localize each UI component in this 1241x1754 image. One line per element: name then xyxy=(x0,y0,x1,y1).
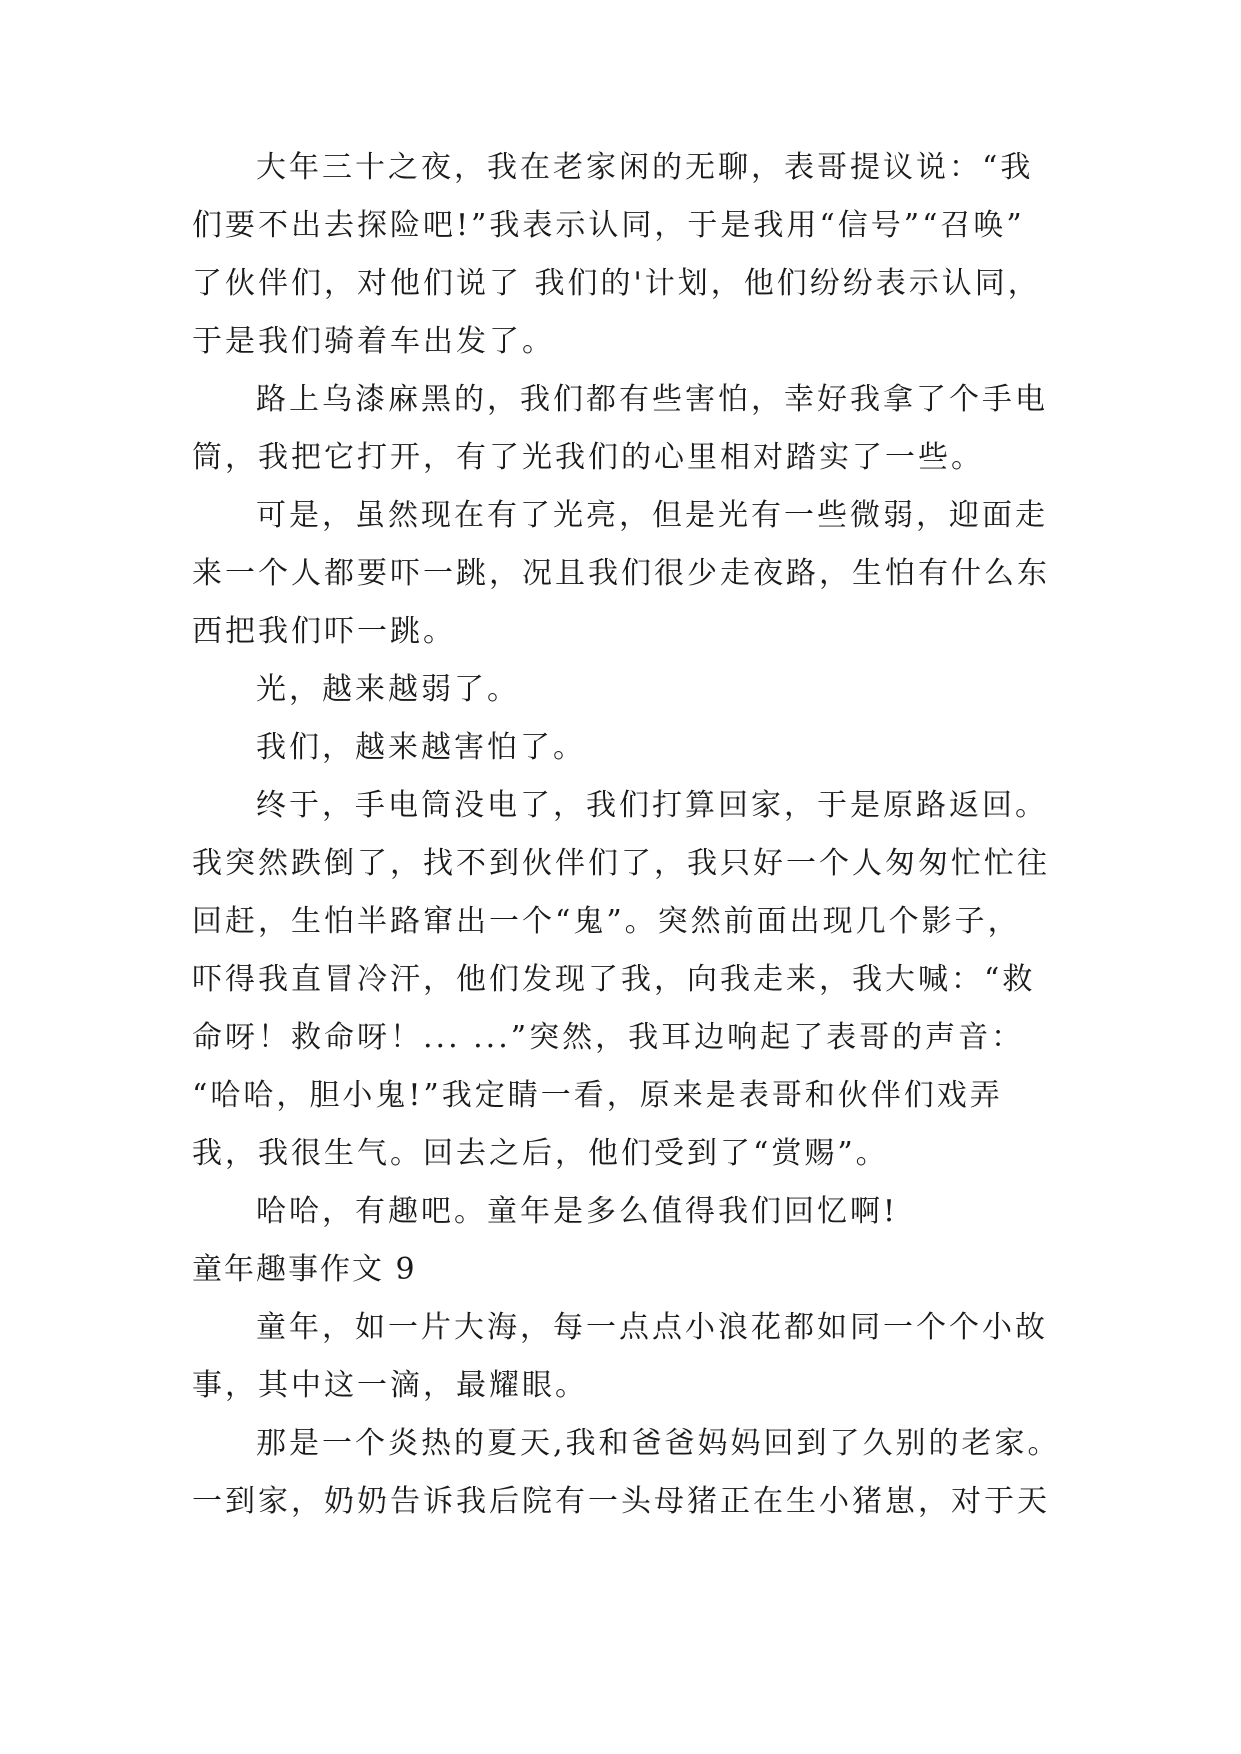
text-line: 哈哈，有趣吧。童年是多么值得我们回忆啊! xyxy=(256,1194,899,1229)
text-line: 大年三十之夜，我在老家闲的无聊，表哥提议说：“我 xyxy=(256,150,1034,185)
text-line: 事，其中这一滴，最耀眼。 xyxy=(192,1368,588,1403)
text-line: 那是一个炎热的夏天,我和爸爸妈妈回到了久别的老家。 xyxy=(256,1426,1061,1461)
text-line: 我突然跌倒了，找不到伙伴们了，我只好一个人匆匆忙忙往 xyxy=(192,846,1050,881)
text-line: 可是，虽然现在有了光亮，但是光有一些微弱，迎面走 xyxy=(256,498,1048,533)
text-line: 了伙伴们，对他们说了 我们的'计划，他们纷纷表示认同， xyxy=(192,266,1041,301)
text-line: 于是我们骑着车出发了。 xyxy=(192,324,555,359)
text-line: 西把我们吓一跳。 xyxy=(192,614,456,649)
text-line: 们要不出去探险吧!”我表示认同，于是我用“信号”“召唤” xyxy=(192,208,1025,243)
text-line: 光，越来越弱了。 xyxy=(256,672,520,707)
text-line: 回赶，生怕半路窜出一个“鬼”。突然前面出现几个影子， xyxy=(192,904,1021,939)
text-line: 吓得我直冒冷汗，他们发现了我，向我走来，我大喊：“救 xyxy=(192,962,1036,997)
text-line: 来一个人都要吓一跳，况且我们很少走夜路，生怕有什么东 xyxy=(192,556,1050,591)
text-line: 命呀！救命呀！... ...”突然，我耳边响起了表哥的声音： xyxy=(192,1020,1025,1055)
text-line: 我们，越来越害怕了。 xyxy=(256,730,586,765)
text-line: 终于，手电筒没电了，我们打算回家，于是原路返回。 xyxy=(256,788,1048,823)
text-line: 我，我很生气。回去之后，他们受到了“赏赐”。 xyxy=(192,1136,889,1171)
section-heading: 童年趣事作文 9 xyxy=(192,1252,417,1287)
text-line: 童年，如一片大海，每一点点小浪花都如同一个个小故 xyxy=(256,1310,1048,1345)
text-line: “哈哈，胆小鬼!”我定睛一看，原来是表哥和伙伴们戏弄 xyxy=(192,1078,1003,1113)
text-line: 筒，我把它打开，有了光我们的心里相对踏实了一些。 xyxy=(192,440,984,475)
text-line: 路上乌漆麻黑的，我们都有些害怕，幸好我拿了个手电 xyxy=(256,382,1048,417)
text-line: 一到家，奶奶告诉我后院有一头母猪正在生小猪崽，对于天 xyxy=(192,1484,1050,1519)
